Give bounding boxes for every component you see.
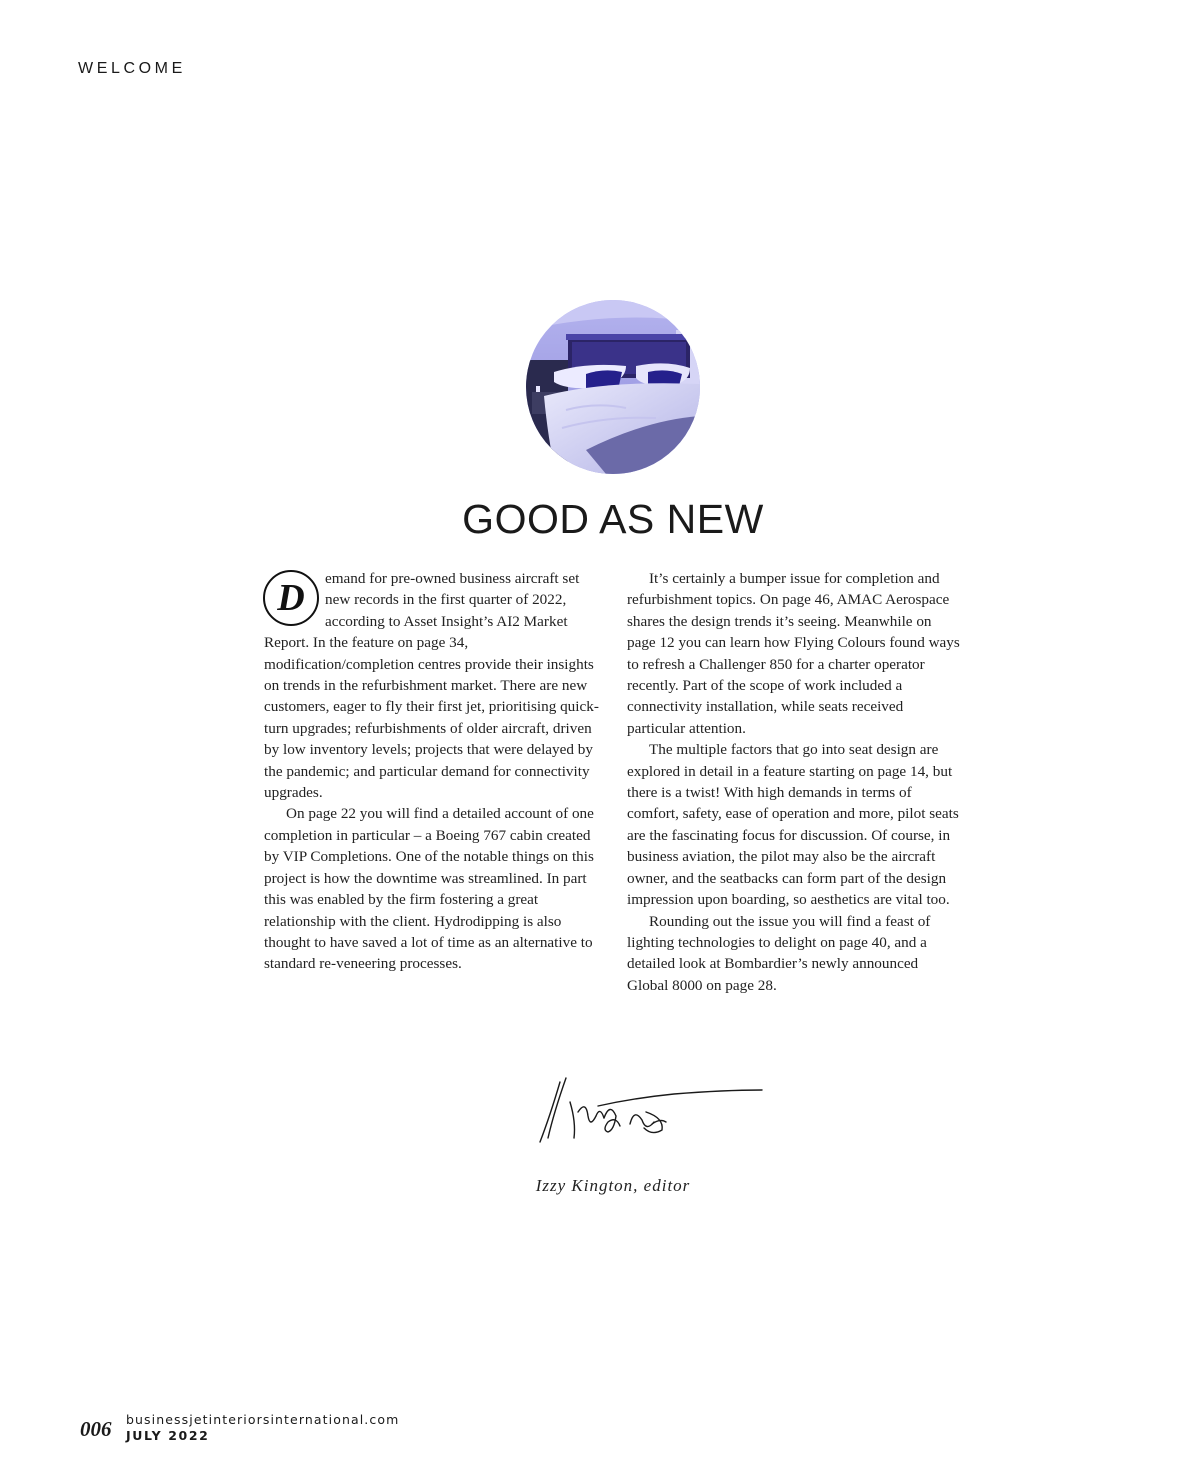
paragraph: Rounding out the issue you will find a feast of lighting technologies to delight on page 40, and a detailed look at Bombardier’s newly announced Global 8000 on page 28. <box>627 912 931 994</box>
article-column-right <box>627 568 963 996</box>
editor-signature <box>534 1072 766 1152</box>
page-number: 006 <box>80 1417 112 1441</box>
editor-byline: Izzy Kington, editor <box>535 1176 691 1195</box>
section-label: WELCOME <box>78 60 186 77</box>
footer-website: businessjetinteriorsinternational.com <box>126 1412 400 1427</box>
paragraph: The multiple factors that go into seat design are explored in detail in a feature starting on page 14, but there is a twist! With high demands in terms of comfort, safety, ease of operation and more, pilot seats are the fascinating focus for discussion. Of course, in business aviation, the pilot may also be the aircraft owner, and the seatbacks can form part of the design impression upon boarding, so aesthetics are vital too. <box>627 741 959 909</box>
footer-issue-date: JULY 2022 <box>126 1428 210 1443</box>
paragraph <box>264 568 600 803</box>
paragraph: On page 22 you will find a detailed account of one completion in particular – a Boeing 767 cabin created by VIP Completions. One of the notable things on this project is how the downtime was streamlined. In part this was enabled by the firm fostering a great relationship with the client. Hydrodipping is also thought to have saved a lot of time as an alternative to standard re-veneering processes. <box>264 805 594 973</box>
article-title: GOOD AS NEW <box>462 496 764 542</box>
paragraph: It’s certainly a bumper issue for completion and refurbishment topics. On page 46, AMAC Aerospace shares the design trends it’s seeing. Meanwhile on page 12 you can learn how Flying Colours found ways to refresh a Challenger 850 for a charter operator recently. Part of the scope of work included a connectivity installation, while seats received particular attention. <box>627 570 960 737</box>
article-column-left <box>264 568 600 975</box>
bedroom-image <box>526 300 700 474</box>
drop-cap: D <box>263 570 319 626</box>
paragraph-text: emand for pre-owned business aircraft set new records in the first quarter of 2022, according to Asset Insight’s AI2 Market Report. In the feature on page 34, modification/completion centres provide their insights on trends in the refurbishment market. There are new customers, eager to fly their first jet, prioritising quick-turn upgrades; refurbishments of older aircraft, driven by low inventory levels; projects that were delayed by the pandemic; and particular demand for connectivity upgrades. <box>264 570 599 802</box>
editor-photo-bedroom-cabin <box>526 300 700 474</box>
